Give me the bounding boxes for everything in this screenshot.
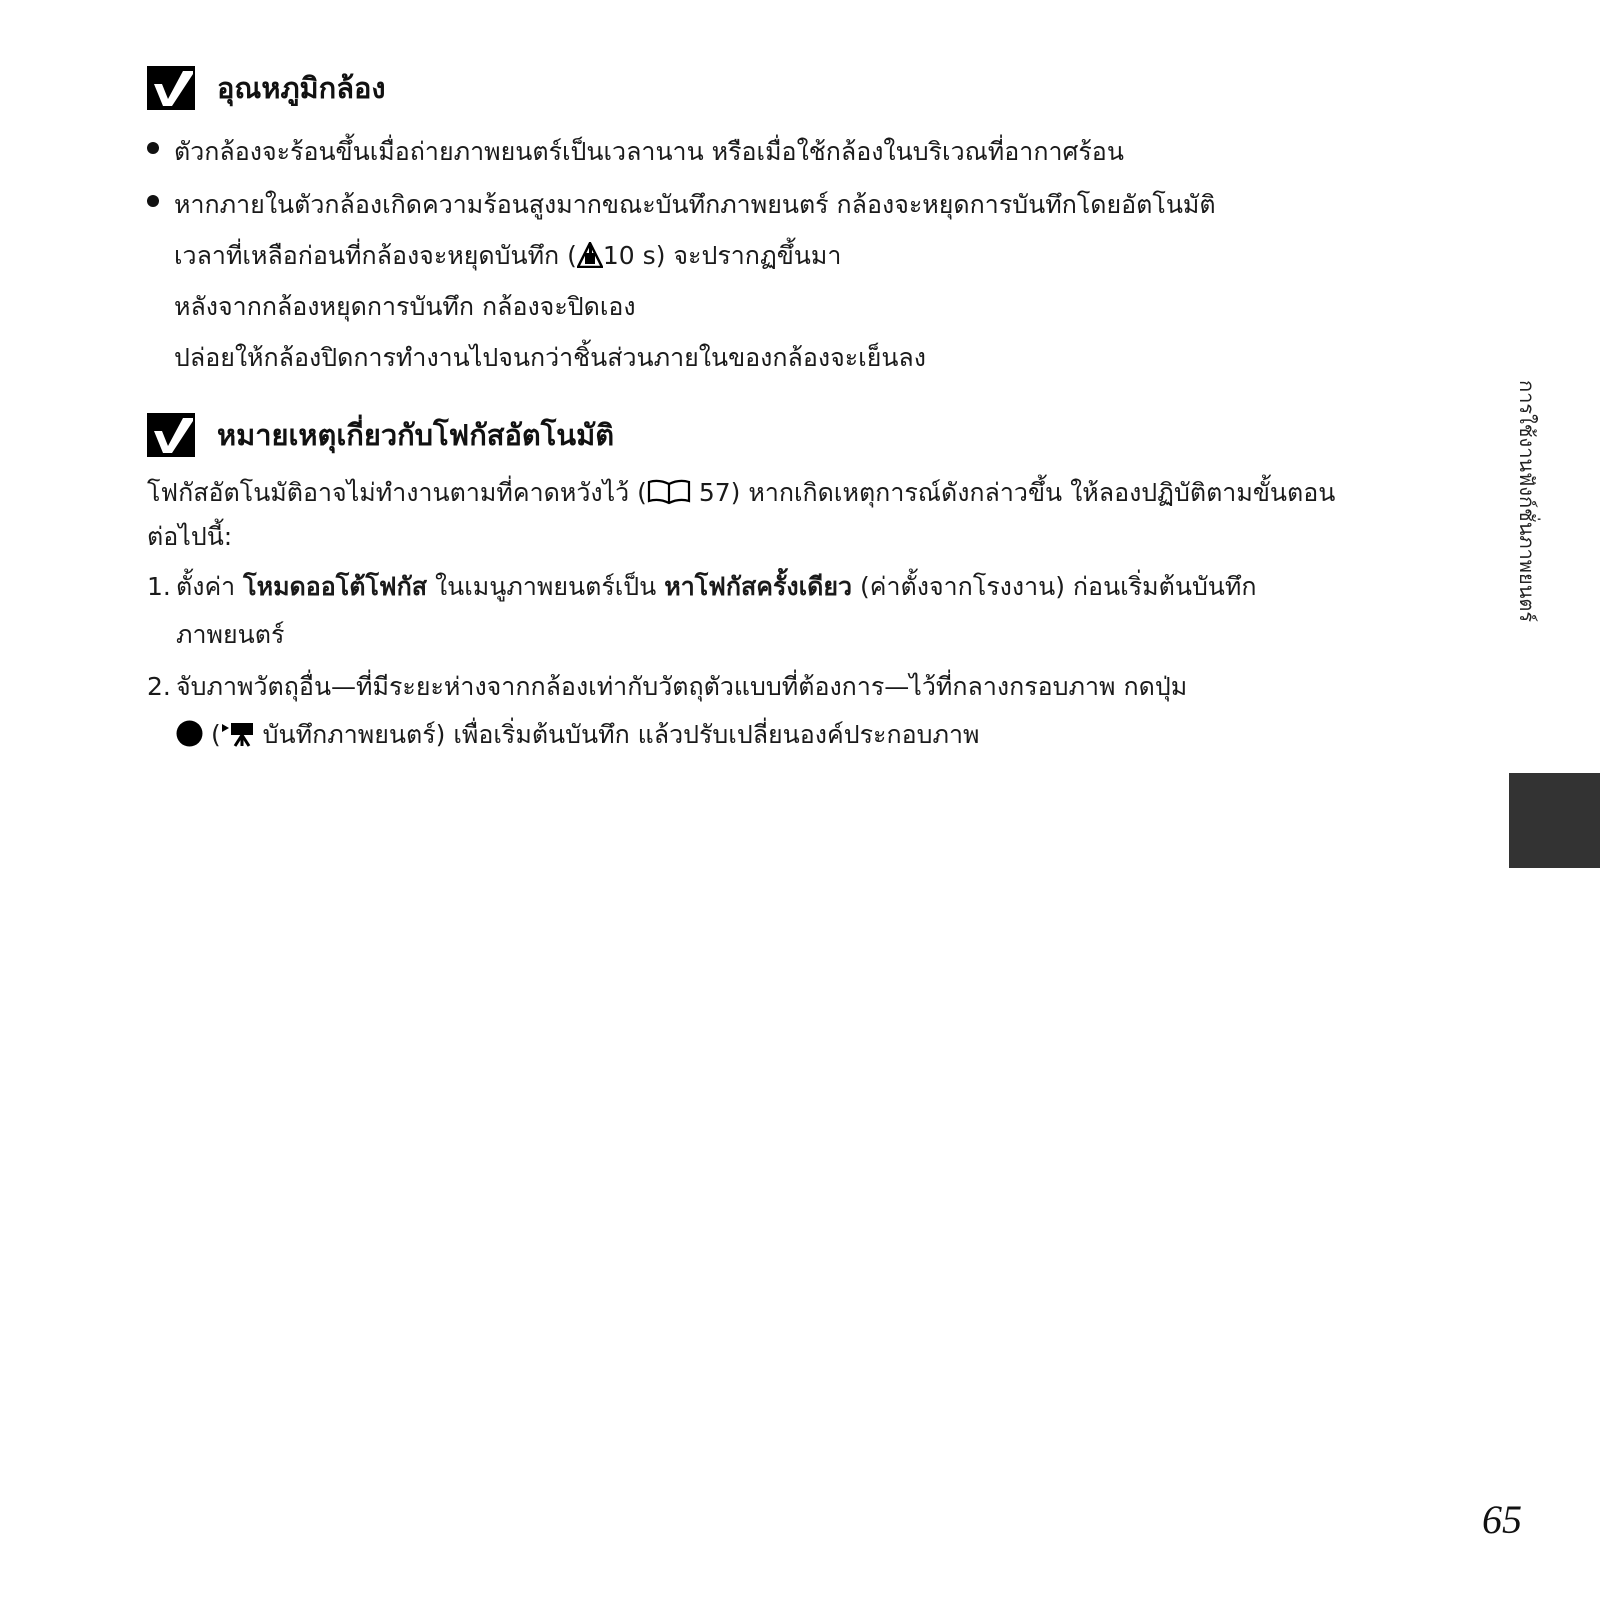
bullet-text: ปล่อยให้กล้องปิดการทำงานไปจนกว่าชิ้นส่วนภายในของกล้องจะเย็นลง — [174, 343, 926, 372]
autofocus-notes-section — [147, 409, 1417, 759]
book-icon — [647, 479, 691, 505]
camera-temperature-section — [147, 62, 1417, 383]
step-item — [147, 563, 1417, 659]
intro-paragraph — [147, 471, 1417, 559]
bullet-text: เวลาที่เหลือก่อนที่กล้องจะหยุดบันทึก ( 10 s) จะปรากฏขึ้นมา — [174, 241, 842, 270]
bullet-dot-icon — [147, 142, 159, 154]
chapter-side-tab: การใช้งานฟังก์ชั่นภาพยนตร์ — [1515, 380, 1539, 623]
page-content — [147, 62, 1417, 759]
paragraph-line: โฟกัสอัตโนมัติอาจไม่ทำงานตามที่คาดหวังไว้ ( 57) หากเกิดเหตุการณ์ดังกล่าวขึ้น ให้ลองปฏิบัติตามขั้นตอน — [147, 478, 1336, 507]
movie-record-button-icon — [176, 720, 203, 747]
section-heading — [147, 62, 1417, 114]
section-title: หมายเหตุเกี่ยวกับโฟกัสอัตโนมัติ — [217, 418, 615, 452]
step-text: จับภาพวัตถุอื่น—ที่มีระยะห่างจากกล้องเท่ากับวัตถุตัวแบบที่ต้องการ—ไว้ที่กลางกรอบภาพ กดปุ่ม — [176, 672, 1188, 701]
steps-list — [147, 563, 1417, 759]
setting-name: โหมดออโต้โฟกัส — [243, 572, 427, 601]
step-number: 2. — [147, 672, 171, 701]
step-text: ( บันทึกภาพยนตร์) เพื่อเริ่มต้นบันทึก แล้วปรับเปลี่ยนองค์ประกอบภาพ — [176, 711, 1417, 759]
check-note-icon — [147, 413, 195, 457]
bullet-item — [147, 126, 1417, 177]
bullet-text: หลังจากกล้องหยุดการบันทึก กล้องจะปิดเอง — [174, 292, 636, 321]
step-text: ภาพยนตร์ — [176, 620, 285, 649]
paragraph-line: ต่อไปนี้: — [147, 522, 233, 551]
bullet-list — [147, 126, 1417, 383]
bullet-item — [147, 179, 1417, 383]
setting-value: หาโฟกัสครั้งเดียว — [664, 572, 853, 601]
overheat-warning-icon — [577, 242, 603, 268]
chapter-marker-block — [1509, 773, 1600, 868]
section-title: อุณหภูมิกล้อง — [217, 71, 386, 105]
check-note-icon — [147, 66, 195, 110]
step-item — [147, 663, 1417, 759]
step-text: ตั้งค่า โหมดออโต้โฟกัส ในเมนูภาพยนตร์เป็น หาโฟกัสครั้งเดียว (ค่าตั้งจากโรงงาน) ก่อนเริ่มต้นบันทึก — [176, 572, 1257, 601]
page-number: 65 — [1482, 1497, 1522, 1542]
movie-camera-icon — [221, 721, 255, 747]
bullet-text: หากภายในตัวกล้องเกิดความร้อนสูงมากขณะบันทึกภาพยนตร์ กล้องจะหยุดการบันทึกโดยอัตโนมัติ — [174, 190, 1216, 219]
bullet-text: ตัวกล้องจะร้อนขึ้นเมื่อถ่ายภาพยนตร์เป็นเวลานาน หรือเมื่อใช้กล้องในบริเวณที่อากาศร้อน — [174, 137, 1124, 166]
bullet-dot-icon — [147, 195, 159, 207]
section-heading — [147, 409, 1417, 461]
step-number: 1. — [147, 572, 171, 601]
